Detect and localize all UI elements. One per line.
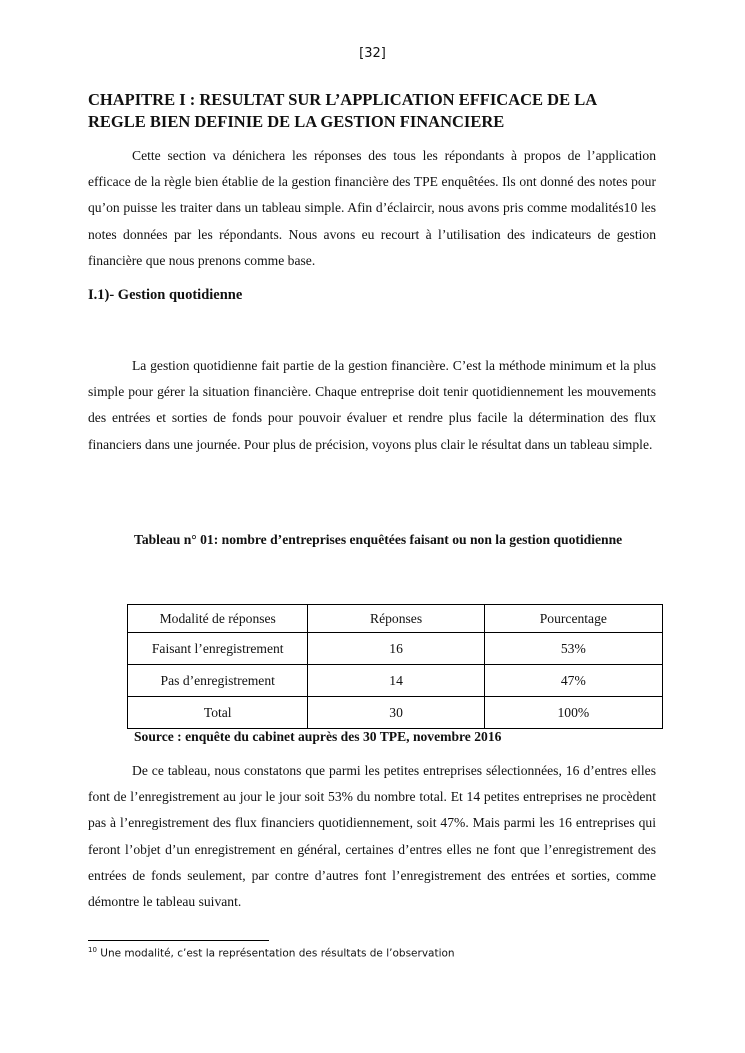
table-cell: Total (128, 697, 308, 729)
survey-table (127, 604, 663, 729)
table-cell: 53% (484, 633, 662, 665)
footnote (88, 946, 455, 960)
table-caption: Tableau n° 01: nombre d’entreprises enquêtées faisant ou non la gestion quotidienne (134, 532, 623, 547)
table-cell: 47% (484, 665, 662, 697)
table-header-cell: Réponses (308, 605, 484, 633)
footnote-number: 10 (88, 946, 97, 954)
table-header-cell: Pourcentage (484, 605, 662, 633)
table-cell: 14 (308, 665, 484, 697)
intro-paragraph (88, 143, 656, 274)
section-paragraph: La gestion quotidienne fait partie de la gestion financière. C’est la méthode minimum et la plus simple pour gérer la situation financière. Chaque entreprise doit tenir quotidiennement les mouvements des entrées et sorties de fonds pour pouvoir évaluer et rendre plus facile la détermination des flux financiers dans une journée. Pour plus de précision, voyons plus clair le résultat dans un tableau simple. (88, 358, 656, 452)
table-source: Source : enquête du cabinet auprès des 30 TPE, novembre 2016 (134, 729, 502, 744)
analysis-paragraph: De ce tableau, nous constatons que parmi les petites entreprises sélectionnées, 16 d’entres elles font de l’enregistrement au jour le jour soit 53% du nombre total. Et 14 petites entreprises ne procèdent pas à l’enregistrement des flux financiers quotidiennement, soit 47%. Mais parmi les 16 entreprises qui feront l’objet d’un enregistrement en général, certaines d’entres elles ne font que l’enregistrement des entrées de fonds seulement, par contre d’autres font l’enregistrement des entrées et sorties, comme démontre le tableau suivant. (88, 763, 656, 910)
table-cell: 30 (308, 697, 484, 729)
table-row-total (128, 697, 663, 729)
intro-text-start: Cette section va dénichera les réponses des tous les répondants à propos de l’application efficace de la règle bien établie de la gestion financière des TPE enquêtées. Ils ont donné des notes pour qu’on puisse les traiter dans un tableau simple. Afin d’éclaircir, nous avons pris comme modalités (88, 148, 656, 216)
table-cell: 100% (484, 697, 662, 729)
section-heading: I.1)- Gestion quotidienne (88, 287, 243, 303)
table-cell: Faisant l’enregistrement (128, 633, 308, 665)
table-row (128, 633, 663, 665)
table-header-row (128, 605, 663, 633)
page-number: [32] (359, 46, 386, 61)
table-cell: 16 (308, 633, 484, 665)
footnote-divider (88, 940, 269, 941)
intro-text-end: les notes données par les répondants. Nous avons eu recourt à l’utilisation des indicateurs de gestion financière que nous prenons comme base. (88, 200, 657, 268)
table-cell: Pas d’enregistrement (128, 665, 308, 697)
footnote-text: Une modalité, c’est la représentation des résultats de l’observation (96, 947, 455, 960)
footnote-reference: 10 (623, 200, 638, 216)
table-header-cell: Modalité de réponses (128, 605, 308, 633)
table-row (128, 665, 663, 697)
chapter-title: CHAPITRE I : RESULTAT SUR L’APPLICATION EFFICACE DE LA REGLE BIEN DEFINIE DE LA GESTION FINANCIERE (88, 90, 597, 131)
